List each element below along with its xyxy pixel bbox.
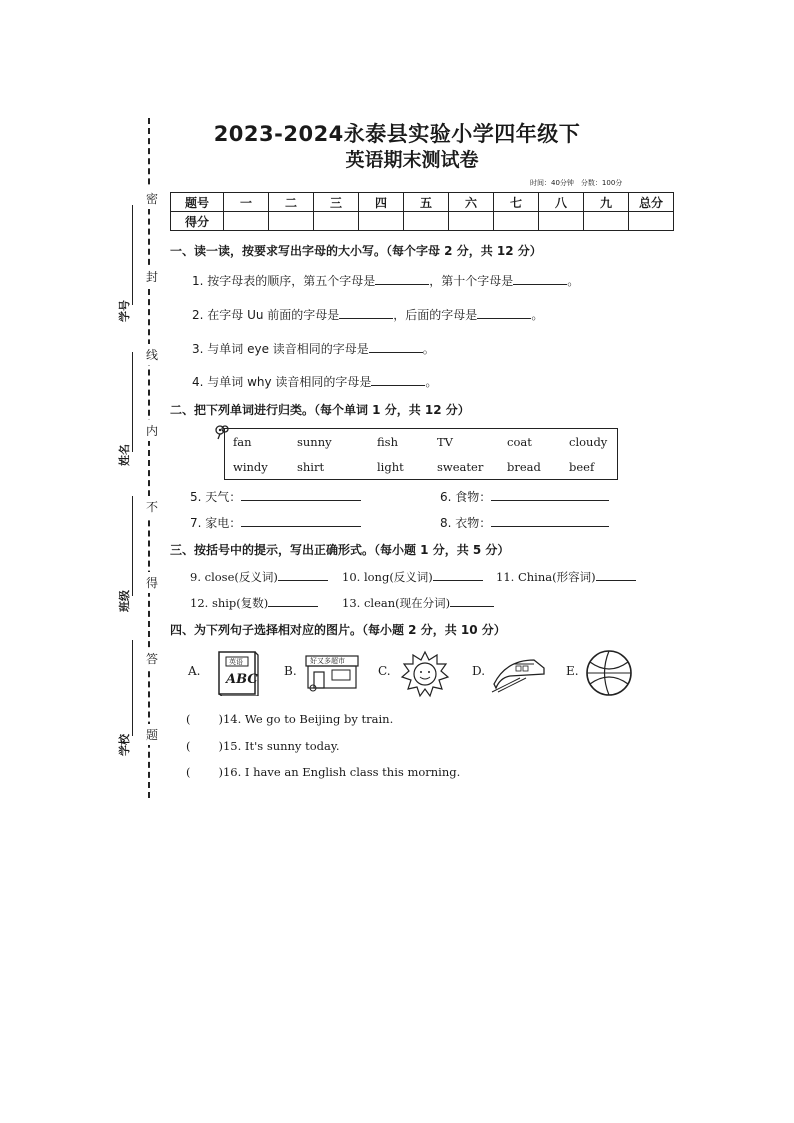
q2-text-c: 。: [531, 308, 544, 322]
q2-blank-1[interactable]: [339, 306, 393, 319]
question-9: [190, 568, 328, 585]
q12-label: 12. ship(复数): [190, 596, 269, 610]
seal-char-ti: 题: [146, 724, 158, 745]
score-col-9: 九: [584, 193, 629, 212]
word-bank-box: [224, 428, 618, 480]
score-col-4: 四: [359, 193, 404, 212]
score-col-8: 八: [539, 193, 584, 212]
q4-text-a: 4. 与单词 why 读音相同的字母是: [192, 375, 372, 389]
q9-blank[interactable]: [278, 568, 328, 581]
q14-paren: (: [186, 712, 191, 726]
book-title-text: 英语: [229, 658, 243, 666]
score-cell[interactable]: [539, 212, 584, 231]
q10-blank[interactable]: [433, 568, 483, 581]
q2-text-a: 2. 在字母 Uu 前面的字母是: [192, 308, 340, 322]
q6-blank[interactable]: [491, 488, 609, 501]
q5-label: 5. 天气：: [190, 490, 242, 504]
question-4: [192, 373, 437, 390]
word-item: fan: [233, 435, 252, 449]
school-label: 学校: [118, 734, 131, 756]
q8-blank[interactable]: [491, 514, 609, 527]
q15-paren: (: [186, 739, 191, 753]
q16-paren: (: [186, 765, 191, 779]
q14-sentence: )14. We go to Beijing by train.: [218, 712, 394, 726]
supermarket-picture: [304, 654, 360, 690]
option-b-label: B.: [284, 664, 297, 678]
q11-blank[interactable]: [596, 568, 636, 581]
shop-sign-text: 好又多超市: [310, 657, 345, 665]
q6-label: 6. 食物：: [440, 490, 492, 504]
q12-blank[interactable]: [268, 594, 318, 607]
q10-label: 10. long(反义词): [342, 570, 433, 584]
question-14: [186, 712, 393, 726]
score-cell[interactable]: [269, 212, 314, 231]
word-item: windy: [233, 460, 268, 474]
school-line: [132, 640, 133, 736]
option-e-label: E.: [566, 664, 579, 678]
score-col-7: 七: [494, 193, 539, 212]
word-item: shirt: [297, 460, 325, 474]
score-col-3: 三: [314, 193, 359, 212]
q3-text-b: 。: [422, 342, 435, 356]
q13-label: 13. clean(现在分词): [342, 596, 451, 610]
question-5: [190, 488, 361, 505]
question-11: [496, 568, 636, 585]
score-cell[interactable]: [359, 212, 404, 231]
score-col-5: 五: [404, 193, 449, 212]
score-col-6: 六: [449, 193, 494, 212]
exam-title-line2: 英语期末测试卷: [345, 149, 479, 171]
option-c-label: C.: [378, 664, 391, 678]
score-col-total: 总分: [629, 193, 674, 212]
seal-char-de: 得: [146, 572, 158, 593]
q1-text-a: 1. 按字母表的顺序，第五个字母是: [192, 274, 376, 288]
question-1: [192, 272, 579, 289]
word-item: beef: [569, 460, 595, 474]
q3-blank[interactable]: [369, 340, 423, 353]
score-col-1: 一: [224, 193, 269, 212]
score-cell[interactable]: [584, 212, 629, 231]
word-item: light: [377, 460, 404, 474]
q4-text-b: 。: [425, 375, 438, 389]
question-13: [342, 594, 494, 611]
q1-blank-2[interactable]: [513, 272, 567, 285]
word-item: fish: [377, 435, 398, 449]
question-3: [192, 340, 435, 357]
seal-char-da: 答: [146, 648, 158, 669]
q1-text-b: ，第十个字母是: [429, 274, 514, 288]
binding-dashed-line: [148, 118, 150, 798]
q9-label: 9. close(反义词): [190, 570, 278, 584]
q2-blank-2[interactable]: [477, 306, 531, 319]
score-table: [170, 192, 674, 231]
option-d-label: D.: [472, 664, 486, 678]
basketball-icon: [584, 648, 634, 698]
name-line: [132, 352, 133, 452]
q15-sentence: )15. It's sunny today.: [218, 739, 340, 753]
score-col-2: 二: [269, 193, 314, 212]
question-7: [190, 514, 361, 531]
name-label: 姓名: [118, 444, 131, 466]
seal-char-mi: 密: [146, 188, 158, 209]
q7-blank[interactable]: [241, 514, 361, 527]
train-icon: [490, 654, 548, 694]
section3-heading: 三、按括号中的提示，写出正确形式。（每小题 1 分，共 5 分）: [170, 543, 510, 557]
seal-char-xian: 线: [146, 344, 158, 365]
q8-label: 8. 衣物：: [440, 516, 492, 530]
class-line: [132, 496, 133, 596]
time-score-info: 时间：40分钟 分数：100分: [530, 179, 623, 187]
exam-title-line1: 2023-2024永泰县实验小学四年级下: [213, 122, 581, 146]
word-item: sweater: [437, 460, 484, 474]
q7-label: 7. 家电：: [190, 516, 242, 530]
q16-sentence: )16. I have an English class this morning.: [218, 765, 461, 779]
word-item: bread: [507, 460, 541, 474]
word-item: cloudy: [569, 435, 608, 449]
question-15: [186, 739, 339, 753]
seal-char-feng: 封: [146, 266, 158, 287]
score-cell[interactable]: [314, 212, 359, 231]
score-cell[interactable]: [449, 212, 494, 231]
q2-text-b: ，后面的字母是: [393, 308, 478, 322]
question-16: [186, 765, 460, 779]
student-id-line: [132, 205, 133, 305]
class-label: 班级: [118, 590, 131, 612]
score-cell[interactable]: [224, 212, 269, 231]
q3-text-a: 3. 与单词 eye 读音相同的字母是: [192, 342, 369, 356]
question-6: [440, 488, 609, 505]
q13-blank[interactable]: [450, 594, 494, 607]
section1-heading: 一、读一读，按要求写出字母的大小写。（每个字母 2 分，共 12 分）: [170, 244, 542, 258]
q1-text-c: 。: [567, 274, 580, 288]
score-table-header-label: 题号: [171, 193, 224, 212]
sun-icon: [400, 650, 450, 698]
q11-label: 11. China(形容词): [496, 570, 596, 584]
q4-blank[interactable]: [371, 373, 425, 386]
q1-blank-1[interactable]: [375, 272, 429, 285]
section4-heading: 四、为下列句子选择相对应的图片。（每小题 2 分，共 10 分）: [170, 623, 506, 637]
seal-char-bu: 不: [146, 496, 158, 517]
section2-heading: 二、把下列单词进行归类。（每个单词 1 分，共 12 分）: [170, 403, 470, 417]
score-cell[interactable]: [404, 212, 449, 231]
word-item: TV: [437, 435, 453, 449]
seal-char-nei: 内: [146, 420, 158, 441]
question-8: [440, 514, 609, 531]
question-12: [190, 594, 318, 611]
word-item: sunny: [297, 435, 332, 449]
english-book-picture: [216, 650, 260, 694]
student-id-label: 学号: [118, 300, 131, 322]
score-cell[interactable]: [494, 212, 539, 231]
q5-blank[interactable]: [241, 488, 361, 501]
word-item: coat: [507, 435, 532, 449]
score-cell[interactable]: [629, 212, 674, 231]
option-a-label: A.: [188, 664, 201, 678]
question-2: [192, 306, 543, 323]
question-10: [342, 568, 483, 585]
score-table-score-label: 得分: [171, 212, 224, 231]
book-abc-text: ABC: [226, 672, 258, 687]
